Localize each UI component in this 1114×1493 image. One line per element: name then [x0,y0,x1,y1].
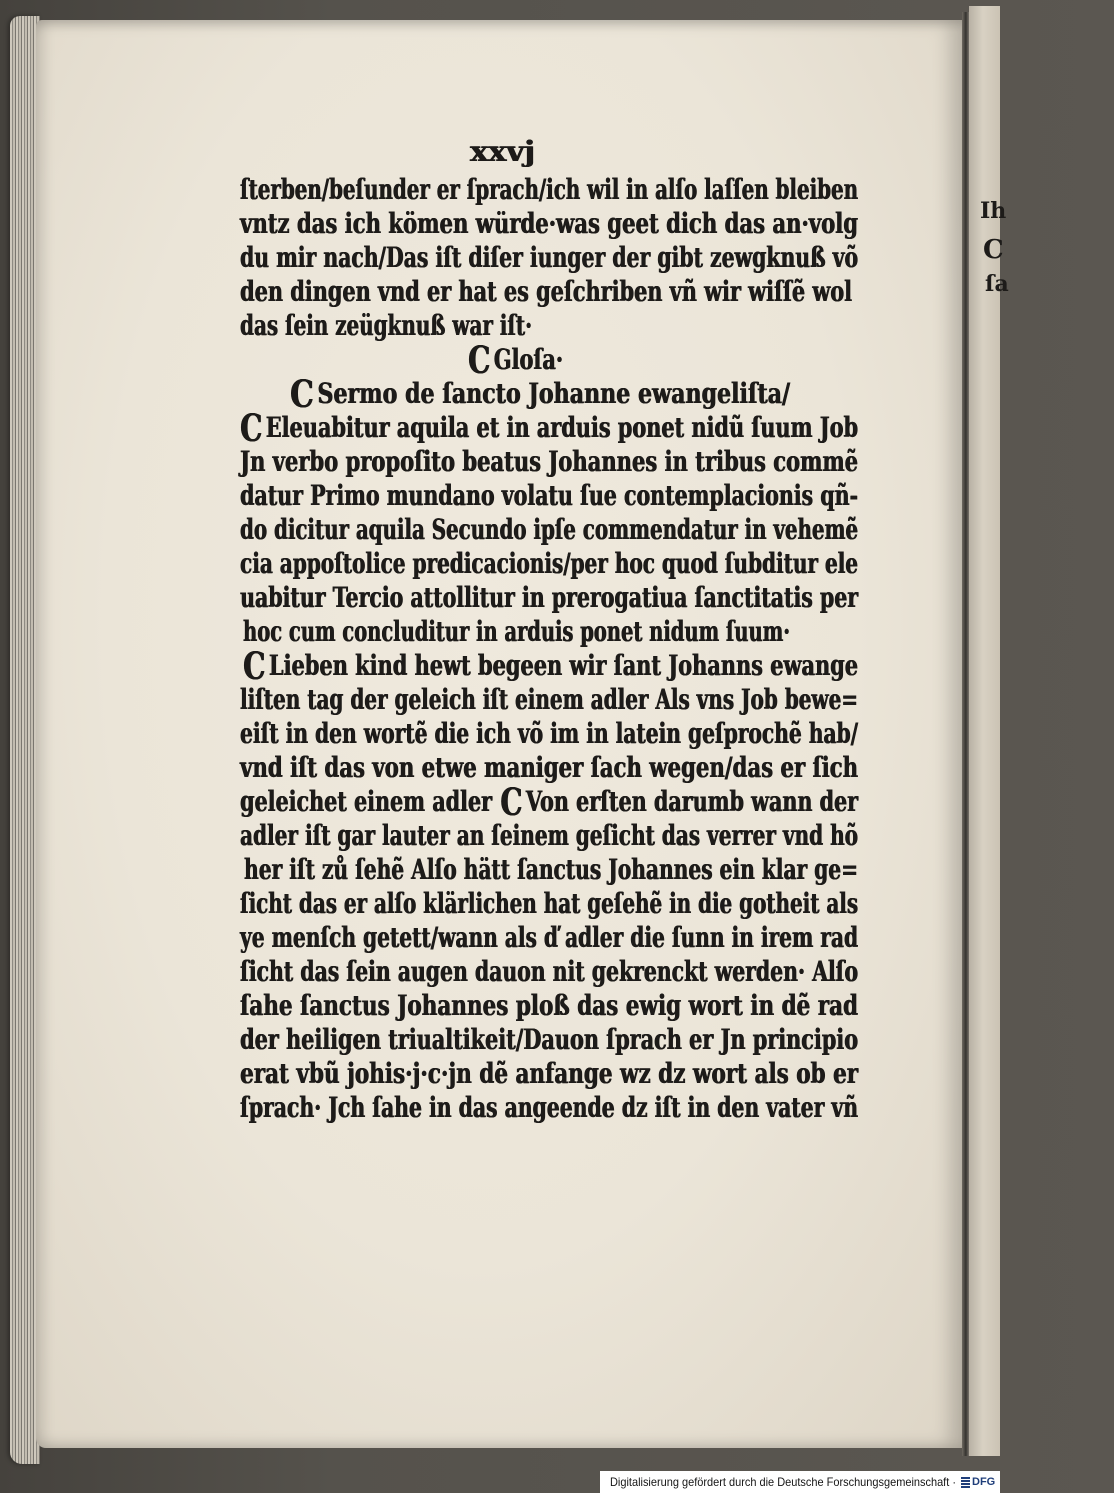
text-line [243,615,790,649]
text-line [244,853,858,887]
footer-credit-bar [600,1471,1000,1493]
text-line [240,683,858,717]
line-text: uabitur Tercio attollitur in prerogatiua ſanctitatis per [240,581,858,614]
line-text: eiſt in den wortẽ die ich võ im in latein geſprochẽ hab/ [240,717,858,750]
line-text: liſten tag der geleich iſt einem adler Als vns Job bewe= [240,683,858,716]
line-text: ſterben/beſunder er ſprach/ich wil in alſo laſſen bleiben [240,173,858,206]
paragraph-mark: C [243,643,266,688]
text-line [240,405,858,450]
paragraph-start-text: Eleuabitur aquila et in arduis ponet nidũ ſuum Job [265,411,858,444]
text-line [240,717,858,751]
line-text: vnd iſt das von etwe maniger ſach wegen/das er ſich [240,751,858,784]
text-line [243,643,858,688]
folio-number: xxvj [470,135,535,168]
line-text: den dingen vnd er hat es geſchriben vñ wir wiſſẽ wol [240,275,852,308]
text-line [240,513,858,547]
line-text [240,405,858,450]
heading-text: Sermo de ſancto Johanne ewangeliſta/ [317,377,790,410]
text-line [240,819,858,853]
text-line [240,1091,858,1125]
credit-line [610,1474,956,1490]
credit-text: Digitalisierung gefördert durch die Deutsche Forschungsgemeinschaft · [610,1475,956,1489]
facing-page-fragment: ſa [985,271,1009,297]
text-line [240,1023,858,1057]
text-line [240,241,858,275]
heading-sermo [290,371,790,416]
line-text: erat vbũ johis·j·c·jn dẽ anfange wz dz wort als ob er [240,1057,858,1090]
dfg-logo-text: DFG [972,1476,996,1488]
line-text: ſahe ſanctus Johannes ploß das ewig wort in dẽ rad [240,989,858,1022]
text-line [240,921,858,955]
facing-page-fragment: C [983,235,1004,265]
text-line [240,1057,858,1091]
paragraph-start-text: Lieben kind hewt begeen wir ſant Johanns ewange [268,649,858,682]
text-line [240,751,858,785]
heading-glosa [468,337,563,382]
text-line [240,989,858,1023]
text-line [240,173,858,207]
paragraph-mark: C [240,405,263,450]
line-text: ſicht das ſein augen dauon nit gekrenckt werden· Alſo [240,955,858,988]
text-line [240,779,858,824]
line-text: der heiligen triualtikeit/Dauon ſprach er Jn principio [240,1023,858,1056]
text-line [240,887,858,921]
line-text: ſprach· Jch ſahe in das angeende dz iſt in den vater vñ [240,1091,858,1124]
line-text-part: Von erſten darumb wann der [525,785,858,818]
line-text: du mir nach/Das iſt diſer iunger der gibt zewgknuß võ [240,241,858,274]
text-line [240,955,858,989]
line-text: vntz das ich kömen würde·was geet dich das an·volg [240,207,858,240]
line-text: ye menſch getett/wann als ď adler die ſunn in irem rad [240,921,858,954]
text-line [240,275,852,309]
line-text: do dicitur aquila Secundo ipſe commendatur in vehemẽ [240,513,858,546]
line-text [243,643,858,688]
heading-text: Gloſa· [493,343,563,376]
line-text: ſicht das er alſo klärlichen hat geſehẽ in die gotheit als [240,887,858,920]
line-text [468,337,563,382]
facing-page-edge [969,6,1009,1456]
dfg-logo-icon [961,1477,970,1488]
line-text: adler iſt gar lauter an ſeinem geſicht das verrer vnd hõ [240,819,858,852]
paragraph-mark: C [500,779,523,824]
line-text: das ſein zeügknuß war iſt· [240,309,532,342]
paragraph-mark: C [468,337,491,382]
line-text [240,779,858,824]
line-text: hoc cum concluditur in arduis ponet nidum ſuum· [243,615,790,648]
book-gutter [962,12,969,1456]
text-line [240,479,858,513]
facing-page-fragment: Ih [980,198,1007,224]
text-line [240,547,858,581]
line-text: Jn verbo propoſito beatus Johannes in tribus commẽ [240,445,858,478]
text-line [240,207,858,241]
line-text: datur Primo mundano volatu ſue contemplacionis qñ- [240,479,858,512]
line-text-part: geleichet einem adler [240,785,492,818]
running-head [470,135,535,169]
line-text [290,371,790,416]
body-text [240,173,865,1133]
paragraph-mark: C [290,371,314,416]
line-text: cia appoſtolice predicacionis/per hoc quod ſubditur ele [240,547,858,580]
text-line [240,581,858,615]
text-line [240,445,858,479]
line-text: her iſt zů ſehẽ Alſo hätt ſanctus Johannes ein klar ge= [244,853,858,886]
